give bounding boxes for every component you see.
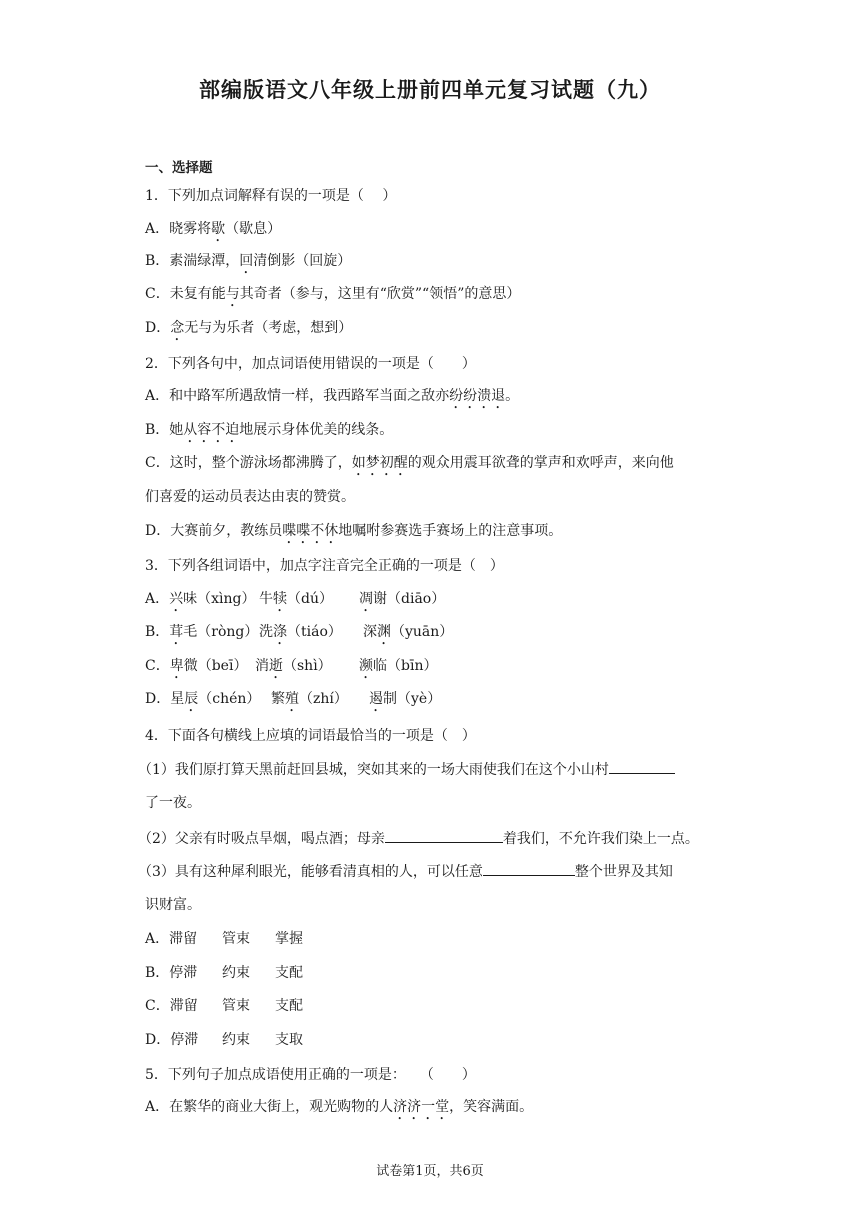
page-title: 部编版语文八年级上册前四单元复习试题（九） (199, 78, 661, 102)
question-4-sentence-1: （1）我们原打算天黑前赶回县城，突如其来的一场大雨使我们在这个小山村 (138, 759, 675, 780)
question-3-option-b: B．茸毛（ròng）洗涤（tiáo） 深渊（yuān） (145, 624, 454, 640)
question-4-option-d: D．停滞 约束 支取 (145, 1032, 303, 1048)
question-4-sentence-1-continued: 了一夜。 (145, 795, 201, 811)
question-5-stem: 5．下列句子加点成语使用正确的一项是： （ ） (145, 1067, 476, 1083)
question-3-stem: 3．下列各组词语中，加点字注音完全正确的一项是（ ） (145, 558, 504, 574)
question-4-sentence-3: （3）具有这种犀利眼光，能够看清真相的人，可以任意 整个世界及其知 (138, 861, 673, 882)
question-4-option-b: B．停滞 约束 支配 (145, 965, 303, 981)
question-2-option-c-continued: 们喜爱的运动员表达由衷的赞赏。 (145, 489, 355, 505)
question-3-option-d: D．星辰（chén） 繁殖（zhí） 遏制（yè） (145, 691, 442, 707)
question-3-option-a: A．兴味（xìng） 牛犊（dú） 凋谢（diāo） (145, 591, 446, 607)
question-1-option-c: C．未复有能与其奇者（参与，这里有“欣赏”“领悟”的意思） (145, 286, 521, 302)
section-heading: 一、选择题 (145, 160, 213, 176)
question-4-sentence-3-continued: 识财富。 (145, 897, 201, 913)
question-4-option-c: C．滞留 管束 支配 (145, 998, 303, 1014)
question-2-stem: 2．下列各句中，加点词语使用错误的一项是（ ） (145, 356, 476, 372)
question-2-option-b: B．她从容不迫地展示身体优美的线条。 (145, 422, 394, 438)
question-3-option-c: C．卑微（beī） 消逝（shì） 濒临（bīn） (145, 658, 438, 674)
question-1-option-a: A．晓雾将歇（歇息） (145, 221, 282, 237)
question-4-stem: 4．下面各句横线上应填的词语最恰当的一项是（ ） (145, 728, 476, 744)
question-1-option-d: D．念无与为乐者（考虑，想到） (145, 320, 353, 336)
question-4-option-a: A．滞留 管束 掌握 (145, 931, 303, 947)
question-5-option-a: A．在繁华的商业大街上，观光购物的人济济一堂，笑容满面。 (145, 1099, 534, 1115)
question-4-sentence-2: （2）父亲有时吸点旱烟，喝点酒；母亲 着我们，不允许我们染上一点。 (138, 828, 699, 849)
question-2-option-c: C．这时，整个游泳场都沸腾了，如梦初醒的观众用震耳欲聋的掌声和欢呼声，来向他 (145, 455, 674, 471)
question-2-option-d: D．大赛前夕，教练员喋喋不休地嘱咐参赛选手赛场上的注意事项。 (145, 523, 563, 539)
question-1-option-b: B．素湍绿潭，回清倒影（回旋） (145, 253, 352, 269)
question-2-option-a: A．和中路军所遇敌情一样，我西路军当面之敌亦纷纷溃退。 (145, 388, 520, 404)
question-1-stem: 1．下列加点词解释有误的一项是（ ） (145, 188, 397, 204)
page-footer: 试卷第1页，共6页 (376, 1164, 484, 1179)
